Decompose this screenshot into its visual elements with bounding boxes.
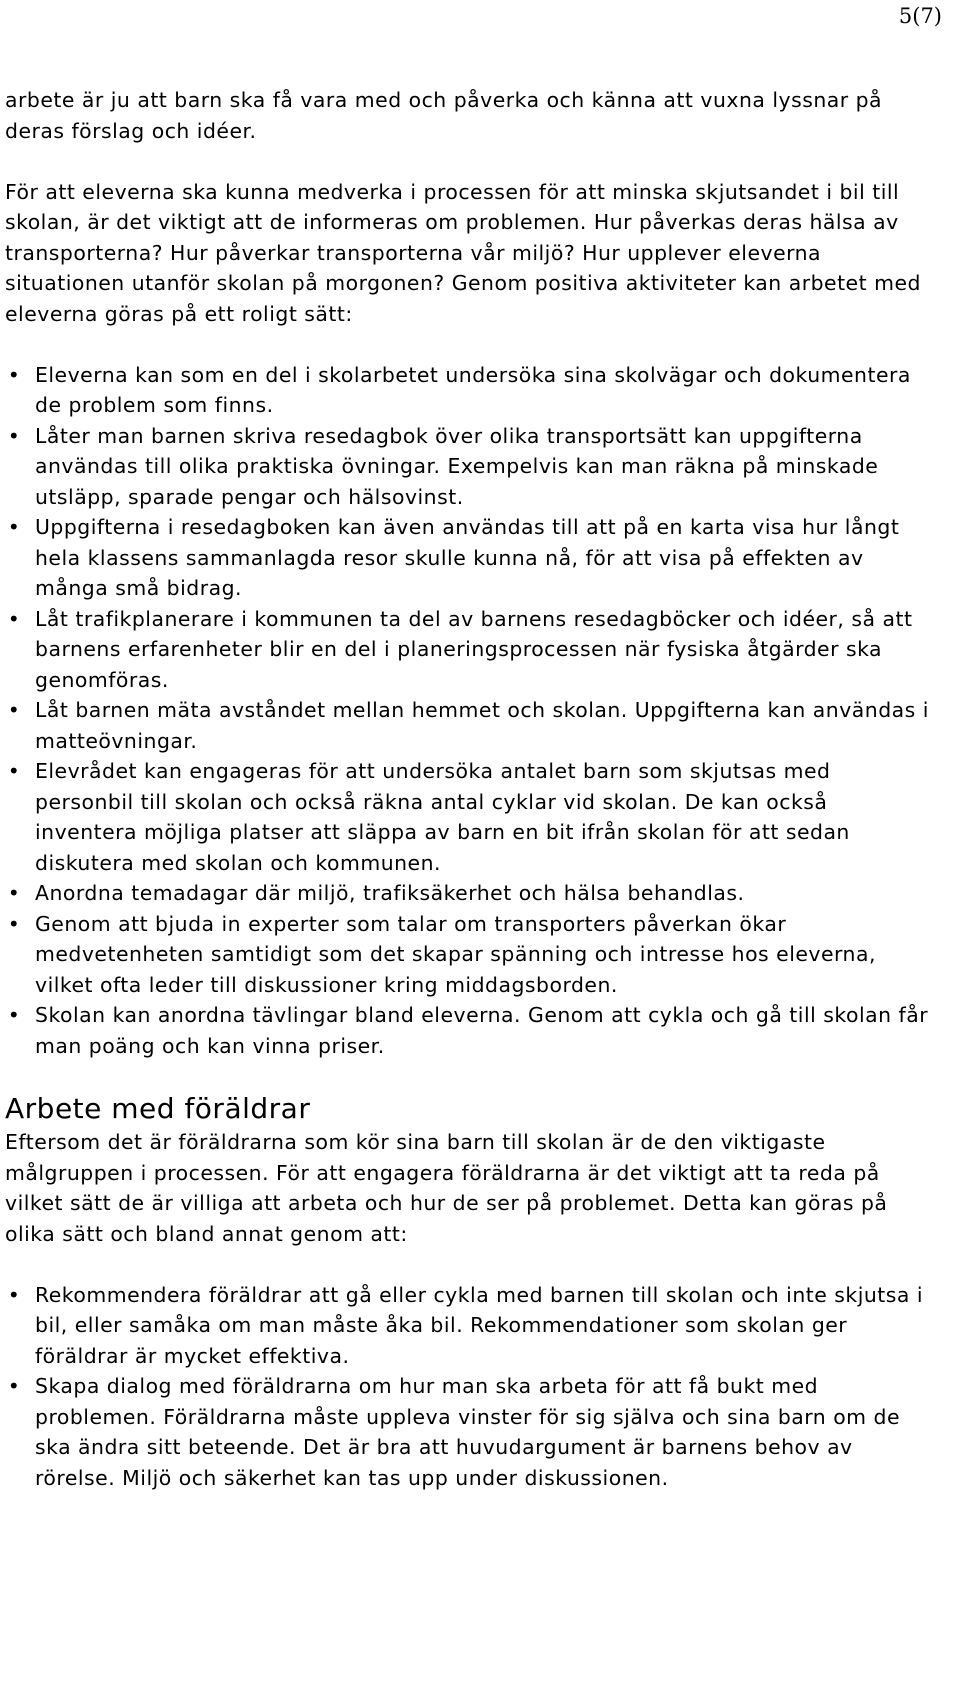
parents-actions-list: [5, 1280, 933, 1494]
bullet-icon: •: [7, 881, 21, 905]
list-item-text: Uppgifterna i resedagboken kan även användas till att på en karta visa hur långt hela klassens sammanlagda resor skulle kunna nå, för att visa på effekten av många små bidrag.: [35, 515, 900, 600]
bullet-icon: •: [7, 759, 21, 783]
document-body: [5, 85, 933, 1493]
list-item: [5, 756, 933, 878]
paragraph-parents-intro: Eftersom det är föräldrarna som kör sina barn till skolan är de den viktigaste målgruppen i processen. För att engagera föräldrarna är det viktigt att ta reda på vilket sätt de är villiga att arbeta och hur de ser på problemet. Detta kan göras på olika sätt och bland annat genom att:: [5, 1130, 888, 1246]
list-item-text: Anordna temadagar där miljö, trafiksäkerhet och hälsa behandlas.: [35, 881, 745, 905]
list-item: [5, 1280, 933, 1372]
paragraph-intro-continuation: arbete är ju att barn ska få vara med och påverka och känna att vuxna lyssnar på deras förslag och idéer.: [5, 88, 883, 143]
list-item-text: Låter man barnen skriva resedagbok över olika transportsätt kan uppgifterna användas till olika praktiska övningar. Exempelvis kan man räkna på minskade utsläpp, sparade pengar och hälsovinst.: [35, 423, 879, 509]
bullet-icon: •: [7, 698, 21, 722]
bullet-icon: •: [7, 606, 21, 631]
list-item-text: Eleverna kan som en del i skolarbetet undersöka sina skolvägar och dokumentera de problem som finns.: [35, 362, 911, 417]
list-item: [5, 604, 933, 696]
list-item: [5, 1371, 933, 1493]
list-item: [5, 360, 933, 421]
page-number: 5(7): [898, 4, 942, 28]
bullet-icon: •: [7, 1003, 21, 1027]
list-item-text: Rekommendera föräldrar att gå eller cykla med barnen till skolan och inte skjutsa i bil, eller samåka om man måste åka bil. Rekommendationer som skolan ger föräldrar är mycket effektiva.: [35, 1282, 924, 1368]
section-heading-parents: Arbete med föräldrar: [5, 1092, 311, 1125]
bullet-icon: •: [7, 362, 21, 387]
list-item-text: Låt barnen mäta avståndet mellan hemmet och skolan. Uppgifterna kan användas i matteövningar.: [35, 698, 929, 753]
list-item-text: Elevrådet kan engageras för att undersöka antalet barn som skjutsas med personbil till skolan och också räkna antal cyklar vid skolan. De kan också inventera möjliga platser att släppa av barn en bit ifrån skolan för att sedan diskutera med skolan och kommunen.: [35, 759, 850, 875]
list-item: [5, 878, 933, 909]
list-item: [5, 695, 933, 756]
list-item: [5, 1000, 933, 1061]
student-activities-list: [5, 360, 933, 1062]
list-item-text: Låt trafikplanerare i kommunen ta del av barnens resedagböcker och idéer, så att barnens erfarenheter blir en del i planeringsprocessen när fysiska åtgärder ska genomföras.: [35, 606, 913, 692]
bullet-icon: •: [7, 1282, 21, 1307]
list-item-text: Skolan kan anordna tävlingar bland eleverna. Genom att cykla och gå till skolan får man poäng och kan vinna priser.: [35, 1003, 929, 1058]
bullet-icon: •: [7, 911, 21, 936]
bullet-icon: •: [7, 1374, 21, 1398]
list-item: [5, 421, 933, 513]
bullet-icon: •: [7, 423, 21, 448]
list-item-text: Skapa dialog med föräldrarna om hur man ska arbeta för att få bukt med problemen. Föräldrarna måste uppleva vinster för sig själva och sina barn om de ska ändra sitt beteende. Det är bra att huvudargument är barnens behov av rörelse. Miljö och säkerhet kan tas upp under diskussionen.: [35, 1374, 901, 1490]
paragraph-student-involvement: För att eleverna ska kunna medverka i processen för att minska skjutsandet i bil till skolan, är det viktigt att de informeras om problemen. Hur påverkas deras hälsa av transporterna? Hur påverkar transporterna vår miljö? Hur upplever eleverna situationen utanför skolan på morgonen? Genom positiva aktiviteter kan arbetet med eleverna göras på ett roligt sätt:: [5, 179, 921, 326]
list-item: [5, 909, 933, 1001]
list-item: [5, 512, 933, 604]
list-item-text: Genom att bjuda in experter som talar om transporters påverkan ökar medvetenheten samtidigt som det skapar spänning och intresse hos eleverna, vilket ofta leder till diskussioner kring middagsborden.: [35, 911, 876, 997]
bullet-icon: •: [7, 515, 21, 539]
